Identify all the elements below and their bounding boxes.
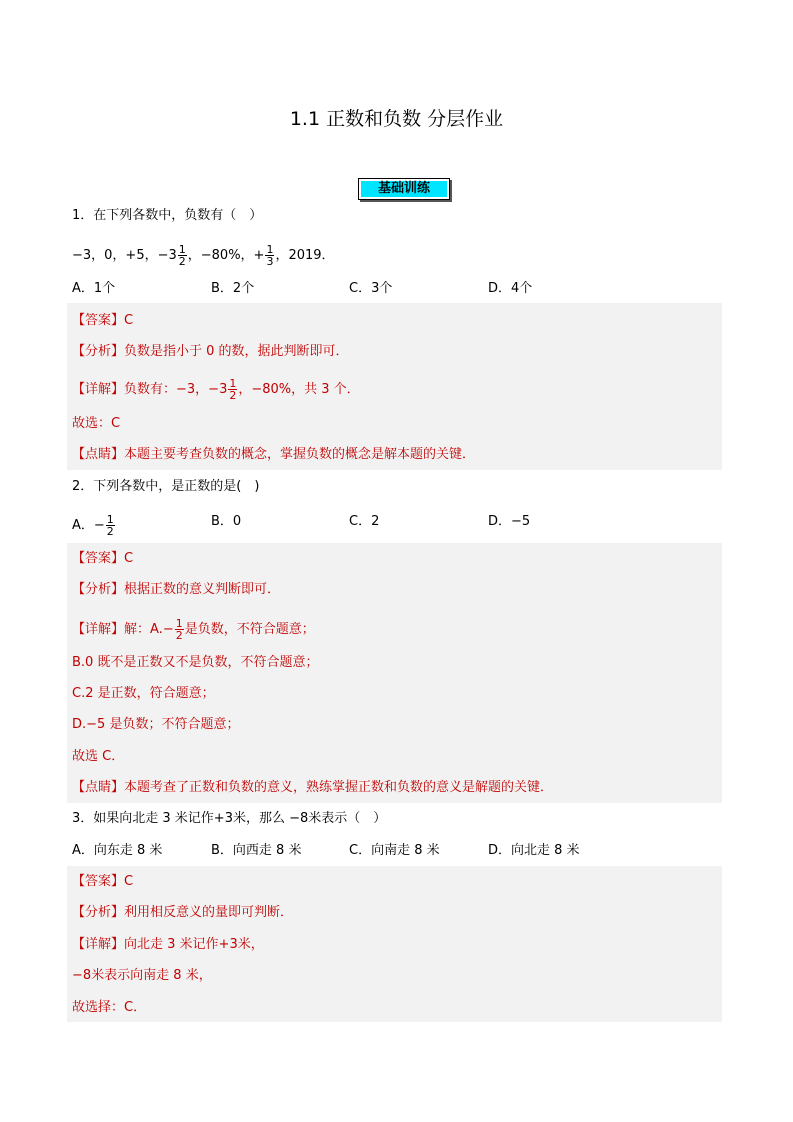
q2-comment: 【点睛】本题考查了正数和负数的意义，熟练掌握正数和负数的意义是解题的关键． <box>72 780 554 795</box>
q1-detail-fraction: $\frac{1}{2}$ <box>229 377 237 402</box>
q1-detail: 【详解】负数有：−3，−3 $\frac{1}{2}$ ，−80%，共 3 个． <box>72 377 360 402</box>
q1-fraction-2: $\frac{1}{3}$ <box>266 243 274 268</box>
q2-choose: 故选 C． <box>72 749 125 764</box>
q1-stem: 1．在下列各数中，负数有（ ） <box>72 208 263 223</box>
q1-option-b: B．2个 <box>211 281 255 296</box>
q2-line-d: D.−5 是负数；不符合题意； <box>72 717 240 732</box>
q1-numbers-part2: ，−80%，+ <box>187 248 265 263</box>
q1-answer: 【答案】C <box>72 313 134 328</box>
q1-numbers-part3: ，2019． <box>275 248 335 263</box>
q2-detail: 【详解】解：A.− $\frac{1}{2}$ 是负数，不符合题意； <box>72 617 315 642</box>
section-heading-label: 基础训练 <box>361 181 447 197</box>
q1-option-a: A．1个 <box>72 281 116 296</box>
q3-option-b: B．向西走 8 米 <box>211 843 302 858</box>
q3-answer: 【答案】C <box>72 874 134 889</box>
q1-choose: 故选：C <box>72 416 121 431</box>
q3-option-d: D．向北走 8 米 <box>488 843 580 858</box>
q2-line-b: B.0 既不是正数又不是负数，不符合题意； <box>72 655 319 670</box>
q3-option-a: A．向东走 8 米 <box>72 843 163 858</box>
q1-analysis: 【分析】负数是指小于 0 的数，据此判断即可． <box>72 344 349 359</box>
section-heading <box>358 178 450 200</box>
q2-option-a-fraction: $\frac{1}{2}$ <box>106 513 114 538</box>
q2-option-a: A．− $\frac{1}{2}$ <box>72 513 114 538</box>
q2-answer: 【答案】C <box>72 551 134 566</box>
q1-comment: 【点睛】本题主要考查负数的概念，掌握负数的概念是解本题的关键． <box>72 447 476 462</box>
q2-detail-fraction: $\frac{1}{2}$ <box>175 617 183 642</box>
q1-option-c: C．3个 <box>349 281 393 296</box>
q2-option-d: D．−5 <box>488 514 531 529</box>
q3-choose: 故选择：C． <box>72 1000 147 1015</box>
q3-stem: 3．如果向北走 3 米记作+3米，那么 −8米表示（ ） <box>72 811 387 826</box>
q1-option-d: D．4个 <box>488 281 533 296</box>
q2-analysis: 【分析】根据正数的意义判断即可． <box>72 582 281 597</box>
q1-fraction-1: $\frac{1}{2}$ <box>178 243 186 268</box>
q1-numbers-part1: −3，0，+5，−3 <box>72 248 177 263</box>
document-title: 1.1 正数和负数 分层作业 <box>289 108 504 130</box>
q2-line-c: C.2 是正数，符合题意； <box>72 686 215 701</box>
q2-option-c: C．2 <box>349 514 380 529</box>
q3-detail: 【详解】向北走 3 米记作+3米， <box>72 937 264 952</box>
q3-line-2: −8米表示向南走 8 米， <box>72 968 212 983</box>
q2-option-b: B．0 <box>211 514 242 529</box>
q1-numbers <box>72 244 335 267</box>
q3-analysis: 【分析】利用相反意义的量即可判断． <box>72 905 294 920</box>
q3-option-c: C．向南走 8 米 <box>349 843 440 858</box>
q2-stem: 2．下列各数中，是正数的是( ) <box>72 479 260 494</box>
